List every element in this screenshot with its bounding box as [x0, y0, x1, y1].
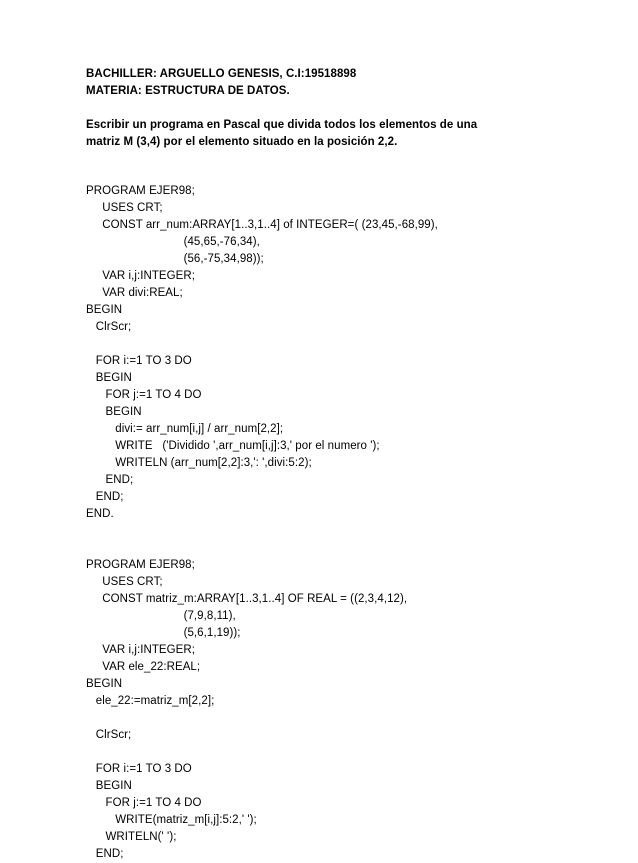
header-line-materia: MATERIA: ESTRUCTURA DE DATOS.	[86, 85, 290, 97]
prompt-line-2: matriz M (3,4) por el elemento situado en la posición 2,2.	[86, 136, 398, 148]
code-line: USES CRT;	[86, 202, 163, 214]
code-line: WRITE(matriz_m[i,j]:5:2,' ');	[86, 814, 257, 826]
code-line: WRITELN(' ');	[86, 831, 177, 843]
code-line-blank	[86, 336, 586, 353]
student-header	[86, 66, 586, 100]
code-line: PROGRAM EJER98;	[86, 185, 195, 197]
code-line: (5,6,1,19));	[86, 627, 241, 639]
code-line: ClrScr;	[86, 729, 132, 741]
code-line: VAR i,j:INTEGER;	[86, 644, 195, 656]
document-content	[86, 66, 586, 863]
code-line: ele_22:=matriz_m[2,2];	[86, 695, 215, 707]
code-line: CONST arr_num:ARRAY[1..3,1..4] of INTEGER=( (23,45,-68,99),	[86, 219, 438, 231]
code-line: divi:= arr_num[i,j] / arr_num[2,2];	[86, 423, 284, 435]
code-line: FOR i:=1 TO 3 DO	[86, 763, 192, 775]
code-line: BEGIN	[86, 780, 132, 792]
code-line: (56,-75,34,98));	[86, 253, 264, 265]
code-line: END.	[86, 508, 114, 520]
code-line: PROGRAM EJER98;	[86, 559, 195, 571]
code-line-blank	[86, 710, 586, 727]
code-line: WRITE ('Dividido ',arr_num[i,j]:3,' por el numero ');	[86, 440, 380, 452]
assignment-prompt	[86, 117, 586, 151]
code-line: END;	[86, 491, 124, 503]
code-line: BEGIN	[86, 406, 142, 418]
code-line: BEGIN	[86, 678, 123, 690]
program-listing-2	[86, 557, 586, 863]
code-line: END;	[86, 474, 134, 486]
header-line-bachiller: BACHILLER: ARGUELLO GENESIS, C.I:19518898	[86, 68, 357, 80]
code-line: VAR i,j:INTEGER;	[86, 270, 195, 282]
prompt-line-1: Escribir un programa en Pascal que divida todos los elementos de una	[86, 119, 478, 131]
code-line: END;	[86, 848, 124, 860]
code-line: ClrScr;	[86, 321, 132, 333]
code-line: (45,65,-76,34),	[86, 236, 260, 248]
code-line: FOR j:=1 TO 4 DO	[86, 389, 202, 401]
code-line: FOR i:=1 TO 3 DO	[86, 355, 192, 367]
program-listing-1	[86, 183, 586, 523]
code-line-blank	[86, 744, 586, 761]
code-line: FOR j:=1 TO 4 DO	[86, 797, 202, 809]
code-line: CONST matriz_m:ARRAY[1..3,1..4] OF REAL = ((2,3,4,12),	[86, 593, 408, 605]
code-line: BEGIN	[86, 304, 123, 316]
code-line: VAR divi:REAL;	[86, 287, 183, 299]
code-line: VAR ele_22:REAL;	[86, 661, 201, 673]
code-line: BEGIN	[86, 372, 132, 384]
code-line: (7,9,8,11),	[86, 610, 236, 622]
code-line: USES CRT;	[86, 576, 163, 588]
code-line: WRITELN (arr_num[2,2]:3,': ',divi:5:2);	[86, 457, 312, 469]
